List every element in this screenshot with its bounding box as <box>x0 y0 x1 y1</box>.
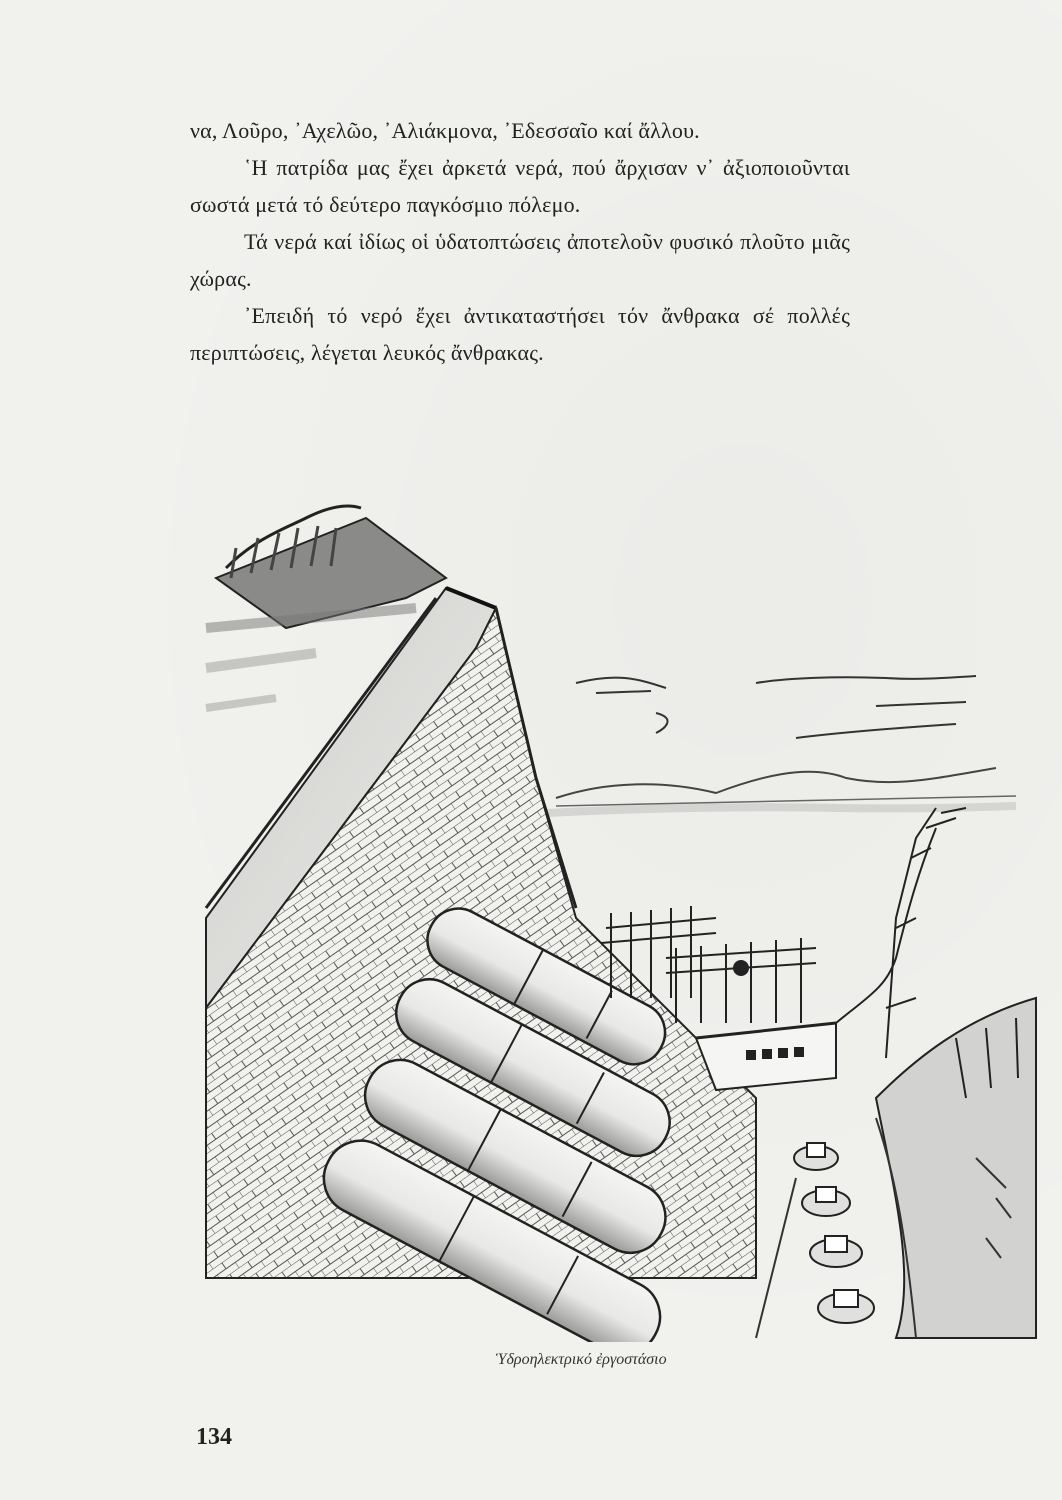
page-number: 134 <box>196 1424 232 1450</box>
right-hillside <box>876 998 1036 1338</box>
clouds <box>576 676 976 738</box>
text-line-continuation: να, Λοῦρο, ᾿Αχελῶο, ᾿Αλιάκμονα, ᾿Εδεσσαῖο καί ἄλλου. <box>190 118 700 143</box>
transmission-line <box>836 808 966 1058</box>
generators <box>794 1143 874 1323</box>
paragraph: ῾Η πατρίδα μας ἔχει ἀρκετά νερά, πού ἄρχισαν ν᾿ ἀξιοποιοῦνται σωστά μετά τό δεύτερο παγκόσμιο πόλεμο. <box>190 155 850 217</box>
paragraph: ᾿Επειδή τό νερό ἔχει ἀντικαταστήσει τόν ἄνθρακα σέ πολλές περιπτώσεις, λέγεται λευκός ἄνθρακας. <box>190 303 850 365</box>
paragraph: Τά νερά καί ἰδίως οἱ ὑδατοπτώσεις ἀποτελοῦν φυσικό πλοῦτο μιᾶς χώρας. <box>190 229 850 291</box>
hydroelectric-plant-illustration <box>196 478 1041 1342</box>
body-text <box>190 112 850 371</box>
power-house <box>696 1023 836 1090</box>
distant-hills <box>546 768 1016 813</box>
illustration-caption: Ὑδροηλεκτρικό ἐργοστάσιο <box>496 1351 667 1368</box>
